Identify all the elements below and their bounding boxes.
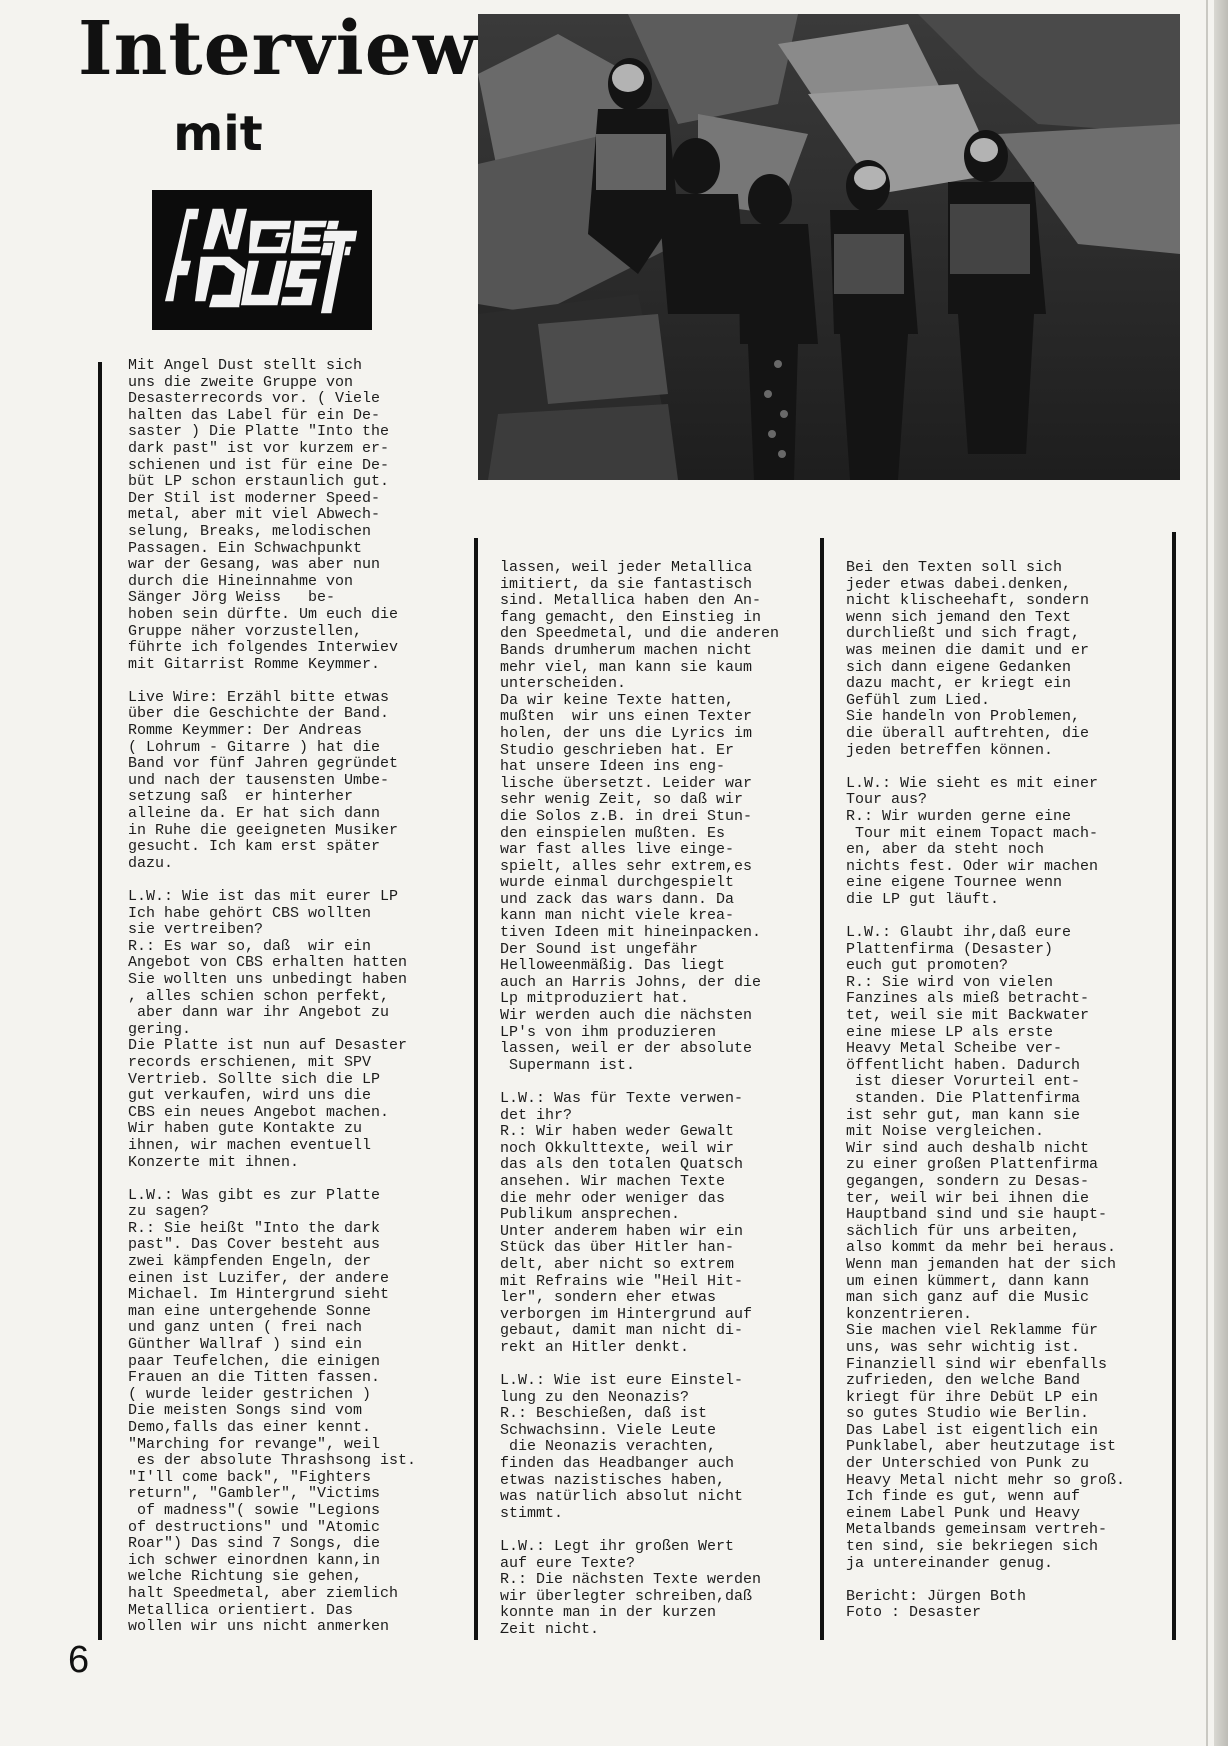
text-line: spielt, alles sehr extrem,es — [500, 857, 753, 875]
text-line: stimmt. — [500, 1504, 564, 1522]
text-line: jeder etwas dabei.denken, — [846, 575, 1072, 593]
text-line: Ich habe gehört CBS wollten — [128, 904, 372, 922]
text-line: Tour mit einem Topact mach- — [846, 824, 1099, 842]
text-line: return", "Gambler", "Victims — [128, 1485, 381, 1503]
text-line: wollen wir uns nicht anmerken — [128, 1618, 390, 1636]
text-line: etwas nazistisches haben, — [500, 1471, 726, 1489]
band-photo-image — [478, 14, 1180, 480]
text-line: gebaut, damit man nicht di- — [500, 1322, 744, 1340]
text-line: und zack das wars dann. Da — [500, 890, 735, 908]
text-line: Heavy Metal nicht mehr so groß. — [846, 1471, 1126, 1489]
text-line: Sie machen viel Reklamme für — [846, 1322, 1099, 1340]
text-line: Band vor fünf Jahren gegründet — [128, 755, 399, 773]
text-line: tet, weil sie mit Backwater — [846, 1007, 1090, 1025]
text-line: Publikum ansprechen. — [500, 1206, 681, 1224]
text-line: sie vertreiben? — [128, 921, 264, 939]
text-line: Gruppe näher vorzustellen, — [128, 622, 363, 640]
text-line: den einspielen mußten. Es — [500, 824, 726, 842]
text-line: einen ist Luzifer, der andere — [128, 1269, 390, 1287]
text-line: aber dann war ihr Angebot zu — [128, 1004, 390, 1022]
text-line: wenn sich jemand den Text — [846, 608, 1072, 626]
text-line: Romme Keymmer: Der Andreas — [128, 722, 363, 740]
text-line: Foto : Desaster — [846, 1604, 982, 1622]
text-line: gering. — [128, 1020, 192, 1038]
article-paragraph — [500, 560, 810, 1074]
text-line: Sie handeln von Problemen, — [846, 708, 1081, 726]
text-line: halten das Label für ein De- — [128, 406, 381, 424]
text-line: ( Lohrum - Gitarre ) hat die — [128, 738, 381, 756]
text-line: R.: Wir wurden gerne eine — [846, 807, 1072, 825]
text-line: of madness"( sowie "Legions — [128, 1501, 381, 1519]
text-line: die überall auftrehten, die — [846, 724, 1090, 742]
text-line: L.W.: Wie ist das mit eurer LP — [128, 888, 399, 905]
text-line: L.W.: Was für Texte verwen- — [500, 1090, 744, 1107]
text-line: Ich finde es gut, wenn auf — [846, 1488, 1081, 1506]
text-line: Metalbands gemeinsam vertreh- — [846, 1521, 1108, 1539]
article-paragraph — [846, 560, 1166, 759]
text-line: der Unterschied von Punk zu — [846, 1455, 1090, 1473]
text-line: gesucht. Ich kam erst später — [128, 838, 381, 856]
text-line: dazu. — [128, 854, 174, 872]
text-line: Michael. Im Hintergrund sieht — [128, 1286, 390, 1304]
text-line: die mehr oder weniger das — [500, 1189, 726, 1207]
text-line: Finanziell sind wir ebenfalls — [846, 1355, 1108, 1373]
text-line: R.: Es war so, daß wir ein — [128, 937, 372, 955]
text-line: L.W.: Glaubt ihr,daß eure — [846, 924, 1072, 942]
text-line: die LP gut läuft. — [846, 890, 1000, 908]
text-line: L.W.: Was gibt es zur Platte — [128, 1186, 381, 1204]
text-line: dazu macht, er kriegt ein — [846, 675, 1072, 693]
text-line: fang gemacht, den Einstieg in — [500, 608, 762, 626]
text-line: eine miese LP als erste — [846, 1023, 1054, 1041]
text-line: war fast alles live einge- — [500, 841, 735, 859]
text-line: ( wurde leider gestrichen ) — [128, 1385, 372, 1403]
text-line: kriegt für ihre Debüt LP ein — [846, 1388, 1099, 1406]
text-line: Konzerte mit ihnen. — [128, 1153, 300, 1171]
article-paragraph — [128, 889, 458, 1171]
text-line: Live Wire: Erzähl bitte etwas — [128, 688, 390, 706]
text-line: durchließt und sich fragt, — [846, 625, 1081, 643]
text-line: auf eure Texte? — [500, 1554, 636, 1572]
text-line: Lp mitproduziert hat. — [500, 990, 690, 1008]
article-column-1 — [128, 358, 458, 1652]
text-line: past". Das Cover besteht aus — [128, 1236, 381, 1254]
article-paragraph — [500, 1373, 810, 1522]
text-line: wir überlegter schreiben,daß — [500, 1587, 753, 1605]
article-paragraph — [846, 776, 1166, 909]
text-line: ja untereinander genug. — [846, 1554, 1054, 1572]
column-rule-right — [1172, 532, 1176, 1640]
band-photo — [478, 14, 1180, 480]
text-line: holen, der uns die Lyrics im — [500, 724, 753, 742]
text-line: tiven Ideen mit hineinpacken. — [500, 924, 762, 942]
page-fold-line — [1206, 0, 1208, 1746]
text-line: Plattenfirma (Desaster) — [846, 940, 1054, 958]
article-paragraph — [500, 1091, 810, 1357]
text-line: es der absolute Thrashsong ist. — [128, 1452, 417, 1470]
text-line: also kommt da mehr bei heraus. — [846, 1239, 1117, 1257]
text-line: Die meisten Songs sind vom — [128, 1402, 363, 1420]
text-line: Da wir keine Texte hatten, — [500, 691, 735, 709]
text-line: konnte man in der kurzen — [500, 1604, 717, 1622]
text-line: ten sind, sie bekriegen sich — [846, 1538, 1099, 1556]
text-line: CBS ein neues Angebot machen. — [128, 1103, 390, 1121]
text-line: Roar") Das sind 7 Songs, die — [128, 1535, 381, 1553]
text-line: man eine untergehende Sonne — [128, 1302, 372, 1320]
text-line: ihnen, wir machen eventuell — [128, 1136, 372, 1154]
article-paragraph — [128, 1188, 458, 1636]
text-line: rekt an Hitler denkt. — [500, 1338, 690, 1356]
text-line: Helloweenmäßig. Das liegt — [500, 957, 726, 975]
text-line: lassen, weil er der absolute — [500, 1040, 753, 1058]
article-paragraph — [846, 925, 1166, 1572]
text-line: mit Noise vergleichen. — [846, 1123, 1045, 1141]
text-line: man sich ganz auf die Music — [846, 1289, 1090, 1307]
text-line: Wir werden auch die nächsten — [500, 1007, 753, 1025]
text-line: auch an Harris Johns, der die — [500, 973, 762, 991]
text-line: Wir sind auch deshalb nicht — [846, 1139, 1090, 1157]
text-line: die Solos z.B. in drei Stun- — [500, 807, 753, 825]
text-line: Angebot von CBS erhalten hatten — [128, 954, 408, 972]
text-line: Bei den Texten soll sich — [846, 559, 1063, 576]
text-line: Zeit nicht. — [500, 1621, 600, 1638]
text-line: konzentrieren. — [846, 1305, 973, 1323]
text-line: zwei kämpfenden Engeln, der — [128, 1253, 372, 1271]
text-line: delt, aber nicht so extrem — [500, 1255, 735, 1273]
text-line: "I'll come back", "Fighters — [128, 1468, 372, 1486]
page-subtitle: mit — [173, 106, 263, 162]
text-line: L.W.: Legt ihr großen Wert — [500, 1538, 735, 1556]
text-line: Der Sound ist ungefähr — [500, 940, 699, 958]
text-line: ist dieser Vorurteil ent- — [846, 1073, 1081, 1091]
text-line: Sänger Jörg Weiss be- — [128, 589, 336, 607]
text-line: en, aber da steht noch — [846, 841, 1045, 859]
text-line: finden das Headbanger auch — [500, 1455, 735, 1473]
text-line: Bands drumherum machen nicht — [500, 641, 753, 659]
text-line: gegangen, sondern zu Desas- — [846, 1172, 1090, 1190]
text-line: einem Label Punk und Heavy — [846, 1504, 1081, 1522]
text-line: L.W.: Wie ist eure Einstel- — [500, 1372, 744, 1390]
text-line: um einen kümmert, dann kann — [846, 1272, 1090, 1290]
text-line: Der Stil ist moderner Speed- — [128, 489, 381, 507]
text-line: R.: Sie heißt "Into the dark — [128, 1219, 381, 1237]
text-line: gut verkaufen, wird uns die — [128, 1087, 372, 1105]
article-paragraph — [128, 358, 458, 673]
text-line: Metallica orientiert. Das — [128, 1601, 354, 1619]
text-line: Das Label ist eigentlich ein — [846, 1421, 1099, 1439]
page-title: Interview — [78, 6, 478, 92]
page-edge — [1214, 0, 1228, 1746]
text-line: ler", sondern eher etwas — [500, 1289, 717, 1307]
text-line: Hauptband sind und sie haupt- — [846, 1206, 1108, 1224]
text-line: sind. Metallica haben den An- — [500, 592, 762, 610]
text-line: ist sehr gut, man kann sie — [846, 1106, 1081, 1124]
article-paragraph — [500, 1539, 810, 1639]
text-line: records erschienen, mit SPV — [128, 1053, 372, 1071]
band-logo — [152, 190, 372, 330]
text-line: R.: Wir haben weder Gewalt — [500, 1123, 735, 1141]
text-line: nichts fest. Oder wir machen — [846, 857, 1099, 875]
text-line: zu einer großen Plattenfirma — [846, 1156, 1099, 1174]
text-line: Heavy Metal Scheibe ver- — [846, 1040, 1063, 1058]
text-line: Günther Wallraf ) sind ein — [128, 1336, 363, 1354]
text-line: L.W.: Wie sieht es mit einer — [846, 774, 1099, 792]
article-paragraph — [128, 690, 458, 873]
text-line: uns, was sehr wichtig ist. — [846, 1338, 1081, 1356]
text-line: euch gut promoten? — [846, 957, 1009, 975]
text-line: Desasterrecords vor. ( Viele — [128, 390, 381, 408]
text-line: lische übersetzt. Leider war — [500, 774, 753, 792]
text-line: sehr wenig Zeit, so daß wir — [500, 791, 744, 809]
text-line: sich dann eigene Gedanken — [846, 658, 1072, 676]
text-line: saster ) Die Platte "Into the — [128, 423, 390, 441]
page-number: 6 — [68, 1639, 90, 1681]
text-line: so gutes Studio wie Berlin. — [846, 1405, 1090, 1423]
text-line: führte ich folgendes Interwiev — [128, 639, 399, 657]
text-line: ansehen. Wir machen Texte — [500, 1172, 726, 1190]
text-line: lassen, weil jeder Metallica — [500, 559, 753, 576]
text-line: alleine da. Er hat sich dann — [128, 805, 381, 823]
text-line: jeden betreffen können. — [846, 741, 1054, 759]
text-line: Frauen an die Titten fassen. — [128, 1369, 381, 1387]
text-line: R.: Sie wird von vielen — [846, 973, 1054, 991]
text-line: det ihr? — [500, 1106, 573, 1124]
text-line: Passagen. Ein Schwachpunkt — [128, 539, 363, 557]
text-line: Wir haben gute Kontakte zu — [128, 1120, 363, 1138]
text-line: LP's von ihm produzieren — [500, 1023, 717, 1041]
text-line: welche Richtung sie gehen, — [128, 1568, 363, 1586]
text-line: Fanzines als mieß betracht- — [846, 990, 1090, 1008]
text-line: den Speedmetal, und die anderen — [500, 625, 780, 643]
text-line: of destructions" und "Atomic — [128, 1518, 381, 1536]
text-line: büt LP schon erstaunlich gut. — [128, 473, 390, 491]
text-line: und nach der tausensten Umbe- — [128, 771, 390, 789]
text-line: Punklabel, aber heutzutage ist — [846, 1438, 1117, 1456]
text-line: selung, Breaks, melodischen — [128, 522, 372, 540]
text-line: verborgen im Hintergrund auf — [500, 1305, 753, 1323]
column-rule-center-left — [474, 538, 478, 1640]
text-line: Wenn man jemanden hat der sich — [846, 1255, 1117, 1273]
band-logo-graphic — [152, 190, 372, 330]
article-column-3 — [846, 560, 1166, 1639]
text-line: halt Speedmetal, aber ziemlich — [128, 1584, 399, 1602]
text-line: imitiert, da sie fantastisch — [500, 575, 753, 593]
text-line: sächlich für uns arbeiten, — [846, 1222, 1081, 1240]
text-line: in Ruhe die geeigneten Musiker — [128, 821, 399, 839]
text-line: standen. Die Plattenfirma — [846, 1090, 1081, 1107]
text-line: Studio geschrieben hat. Er — [500, 741, 735, 759]
text-line: R.: Beschießen, daß ist — [500, 1405, 708, 1423]
text-line: Gefühl zum Lied. — [846, 691, 991, 709]
text-line: hoben sein dürfte. Um euch die — [128, 605, 399, 623]
text-line: "Marching for revange", weil — [128, 1435, 381, 1453]
text-line: Supermann ist. — [500, 1056, 636, 1074]
text-line: mit Gitarrist Romme Keymmer. — [128, 655, 381, 673]
text-line: ter, weil wir bei ihnen die — [846, 1189, 1090, 1207]
text-line: Tour aus? — [846, 791, 928, 809]
text-line: was meinen die damit und er — [846, 641, 1090, 659]
text-line: schienen und ist für eine De- — [128, 456, 390, 474]
text-line: Stück das über Hitler han- — [500, 1239, 735, 1257]
text-line: das als den totalen Quatsch — [500, 1156, 744, 1174]
text-line: ich schwer einordnen kann,in — [128, 1551, 381, 1569]
text-line: uns die zweite Gruppe von — [128, 373, 354, 391]
text-line: zufrieden, den welche Band — [846, 1372, 1081, 1390]
column-rule-left — [98, 362, 102, 1640]
text-line: öffentlicht haben. Dadurch — [846, 1056, 1081, 1074]
text-line: Unter anderem haben wir ein — [500, 1222, 744, 1240]
text-line: Vertrieb. Sollte sich die LP — [128, 1070, 381, 1088]
text-line: mehr viel, man kann sie kaum — [500, 658, 753, 676]
column-rule-center-right — [820, 538, 824, 1640]
text-line: war der Gesang, was aber nun — [128, 556, 381, 574]
text-line: wurde einmal durchgespielt — [500, 874, 735, 892]
text-line: lung zu den Neonazis? — [500, 1388, 690, 1406]
text-line: Bericht: Jürgen Both — [846, 1587, 1027, 1605]
text-line: , alles schien schon perfekt, — [128, 987, 390, 1005]
text-line: nicht klischeehaft, sondern — [846, 592, 1090, 610]
text-line: noch Okkulttexte, weil wir — [500, 1139, 735, 1157]
text-line: eine eigene Tournee wenn — [846, 874, 1063, 892]
text-line: die Neonazis verachten, — [500, 1438, 717, 1456]
text-line: Die Platte ist nun auf Desaster — [128, 1037, 408, 1055]
text-line: über die Geschichte der Band. — [128, 705, 390, 723]
text-line: Sie wollten uns unbedingt haben — [128, 970, 408, 988]
text-line: mit Refrains wie "Heil Hit- — [500, 1272, 744, 1290]
article-column-2 — [500, 560, 810, 1655]
text-line: dark past" ist vor kurzem er- — [128, 439, 390, 457]
text-line: kann man nicht viele krea- — [500, 907, 735, 925]
text-line: durch die Hineinnahme von — [128, 572, 354, 590]
text-line: hat unsere Ideen ins eng- — [500, 758, 726, 776]
text-line: Schwachsinn. Viele Leute — [500, 1421, 717, 1439]
text-line: unterscheiden. — [500, 675, 627, 693]
text-line: metal, aber mit viel Abwech- — [128, 506, 381, 524]
text-line: zu sagen? — [128, 1203, 210, 1221]
text-line: Demo,falls das einer kennt. — [128, 1419, 372, 1436]
text-line: Mit Angel Dust stellt sich — [128, 357, 363, 374]
text-line: und ganz unten ( frei nach — [128, 1319, 363, 1337]
text-line: paar Teufelchen, die einigen — [128, 1352, 381, 1370]
text-line: setzung saß er hinterher — [128, 788, 354, 806]
text-line: was natürlich absolut nicht — [500, 1488, 744, 1506]
article-paragraph — [846, 1589, 1166, 1622]
text-line: R.: Die nächsten Texte werden — [500, 1571, 762, 1589]
text-line: mußten wir uns einen Texter — [500, 708, 753, 726]
